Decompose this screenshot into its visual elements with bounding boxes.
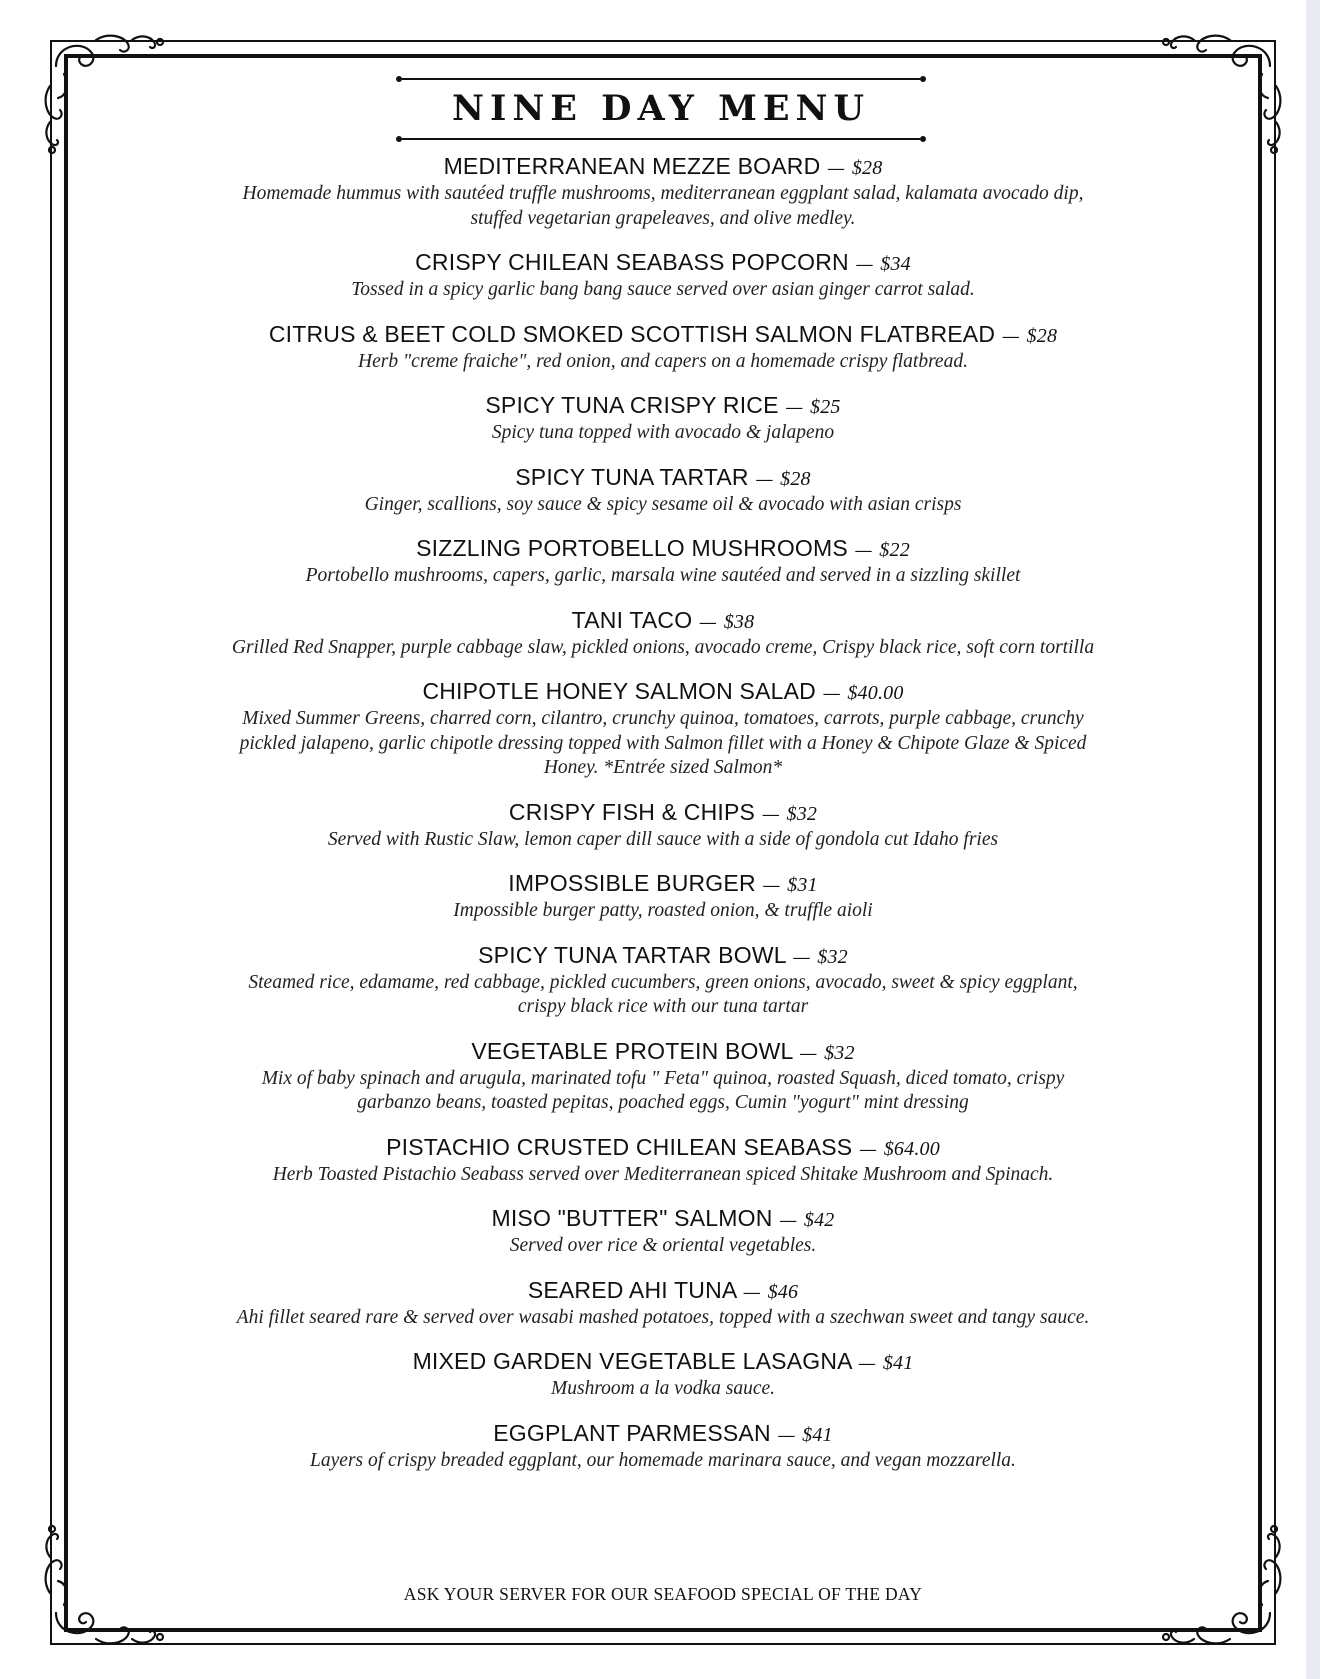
menu-item-heading [140, 607, 1186, 636]
menu-item-name: SPICY TUNA TARTAR BOWL [478, 941, 786, 968]
menu-item-description: Herb "creme fraiche", red onion, and capers on a homemade crispy flatbread. [358, 350, 968, 372]
menu-title: NINE DAY MENU [451, 88, 871, 129]
price-separator: — [779, 1210, 798, 1231]
menu-item-heading [140, 464, 1186, 493]
footer-note: ASK YOUR SERVER FOR OUR SEAFOOD SPECIAL OF THE DAY [403, 1584, 923, 1604]
menu-item [140, 1134, 1186, 1188]
menu-item [140, 870, 1186, 924]
menu-item-description: Mushroom a la vodka sauce. [550, 1378, 776, 1399]
menu-item-heading [140, 392, 1186, 421]
menu-item-description: Mix of baby spinach and arugula, marinated tofu " Feta" quinoa, roasted Squash, diced tomato, crispy [261, 1067, 1065, 1089]
price-separator: — [822, 683, 841, 704]
menu-item-description: Grilled Red Snapper, purple cabbage slaw, pickled onions, avocado creme, Crispy black rice, soft corn tortilla [231, 636, 1095, 658]
menu-item-description: Served over rice & oriental vegetables. [509, 1235, 817, 1256]
price-separator: — [858, 1138, 878, 1160]
menu-item-description: Honey. *Entrée sized Salmon* [543, 757, 783, 778]
menu-item-heading [140, 249, 1186, 278]
price-separator: — [854, 540, 873, 561]
price-separator: — [698, 611, 718, 633]
menu-item [140, 1038, 1186, 1116]
price-separator: — [792, 946, 811, 968]
menu-item-heading [140, 1348, 1186, 1377]
menu-item-description: Ginger, scallions, soy sauce & spicy sesame oil & avocado with asian crisps [364, 493, 962, 515]
page-edge [1306, 0, 1320, 1679]
menu-item-description: Mixed Summer Greens, charred corn, cilantro, crunchy quinoa, tomatoes, carrots, purple cabbage, crunchy [242, 708, 1084, 729]
menu-item-heading [140, 1134, 1186, 1163]
menu-item-heading [140, 153, 1186, 182]
menu-item [140, 1277, 1186, 1331]
menu-item-name: SPICY TUNA CRISPY RICE [485, 392, 779, 418]
menu-item [140, 678, 1186, 781]
menu-item-name: EGGPLANT PARMESSAN [493, 1419, 771, 1446]
price-separator: — [777, 1424, 796, 1446]
menu-item-price: $25 [810, 396, 841, 418]
menu-item-heading [140, 678, 1186, 707]
menu-item-price: $41 [882, 1352, 914, 1374]
menu-item [140, 249, 1186, 303]
price-separator: — [761, 803, 780, 825]
menu-item-name: CRISPY CHILEAN SEABASS POPCORN [415, 249, 849, 275]
menu-item-heading [140, 321, 1186, 350]
menu-item-price: $46 [767, 1280, 799, 1303]
title-rule-bottom [396, 137, 926, 141]
price-separator: — [755, 468, 774, 490]
menu-item-name: CRISPY FISH & CHIPS [508, 798, 756, 825]
menu-item-heading [140, 1420, 1186, 1449]
menu-item-name: MISO "BUTTER" SALMON [491, 1205, 773, 1231]
menu-item-name: MEDITERRANEAN MEZZE BOARD [443, 153, 821, 179]
menu-item [140, 321, 1186, 375]
menu-item-description: Spicy tuna topped with avocado & jalapeno [491, 422, 835, 443]
corner-flourish-icon [36, 26, 166, 156]
menu-item-description: Tossed in a spicy garlic bang bang sauce served over asian ginger carrot salad. [351, 279, 975, 300]
menu-item-name: PISTACHIO CRUSTED CHILEAN SEABASS [386, 1133, 853, 1160]
menu-item-name: TANI TACO [571, 606, 693, 633]
menu-item-price: $38 [723, 610, 755, 633]
menu-item-price: $41 [802, 1423, 833, 1446]
menu-item-heading [140, 942, 1186, 971]
menu-item-price: $32 [817, 945, 848, 968]
menu-item-price: $22 [879, 539, 910, 561]
price-separator: — [799, 1042, 818, 1064]
menu-item [140, 799, 1186, 853]
menu-item-description: Ahi fillet seared rare & served over wasabi mashed potatoes, topped with a szechwan sweet and tangy sauce. [236, 1306, 1090, 1328]
menu-item-price: $28 [780, 467, 811, 490]
menu-item-name: SEARED AHI TUNA [527, 1276, 737, 1303]
menu-item-description: Steamed rice, edamame, red cabbage, pickled cucumbers, green onions, avocado, sweet & spicy eggplant, [248, 971, 1078, 993]
menu-item-description: crispy black rice with our tuna tartar [517, 996, 809, 1017]
menu-item-description: Layers of crispy breaded eggplant, our homemade marinara sauce, and vegan mozzarella. [310, 1449, 1016, 1471]
menu-item-heading [140, 799, 1186, 828]
menu-item-description: Herb Toasted Pistachio Seabass served over Mediterranean spiced Shitake Mushroom and Spinach. [272, 1163, 1054, 1185]
menu-item-description: Served with Rustic Slaw, lemon caper dill sauce with a side of gondola cut Idaho fries [327, 828, 999, 850]
menu-item-price: $42 [803, 1209, 835, 1231]
corner-flourish-icon [1160, 26, 1290, 156]
menu-item-description: garbanzo beans, toasted pepitas, poached eggs, Cumin "yogurt" mint dressing [357, 1092, 969, 1113]
menu-item-description: pickled jalapeno, garlic chipotle dressing topped with Salmon fillet with a Honey & Chipote Glaze & Spiced [239, 732, 1087, 754]
menu-item [140, 153, 1186, 231]
menu-item-name: IMPOSSIBLE BURGER [508, 870, 756, 896]
menu-item-price: $64.00 [883, 1137, 940, 1160]
menu-item-heading [140, 535, 1186, 564]
menu-item-description: stuffed vegetarian grapeleaves, and olive medley. [470, 207, 856, 229]
menu-item [140, 1348, 1186, 1402]
menu-item [140, 535, 1186, 589]
menu-item-name: CITRUS & BEET COLD SMOKED SCOTTISH SALMON FLATBREAD [268, 320, 996, 347]
menu-item [140, 942, 1186, 1020]
menu-item-price: $32 [786, 802, 818, 825]
price-separator: — [762, 875, 781, 896]
menu-item-price: $31 [787, 874, 818, 896]
menu-item-name: MIXED GARDEN VEGETABLE LASAGNA [412, 1348, 852, 1374]
price-separator: — [1001, 325, 1020, 347]
menu-item-name: CHIPOTLE HONEY SALMON SALAD [422, 678, 816, 704]
price-separator: — [855, 254, 874, 275]
menu-item [140, 607, 1186, 661]
menu-item [140, 392, 1186, 446]
price-separator: — [785, 397, 804, 418]
menu-item-price: $28 [851, 157, 883, 179]
menu-item-price: $28 [1026, 324, 1058, 347]
menu-item-description: Impossible burger patty, roasted onion, & truffle aioli [453, 900, 873, 921]
menu-item-price: $32 [824, 1041, 855, 1064]
menu-item-description: Homemade hummus with sautéed truffle mushrooms, mediterranean eggplant salad, kalamata avocado dip, [242, 183, 1084, 204]
menu-item [140, 1420, 1186, 1474]
menu-item-name: SPICY TUNA TARTAR [515, 463, 749, 490]
menu-items-list [140, 153, 1186, 1473]
price-separator: — [742, 1281, 761, 1303]
menu-item-heading [140, 1038, 1186, 1067]
menu-item-price: $40.00 [847, 682, 904, 704]
menu-item [140, 464, 1186, 518]
menu-item-name: SIZZLING PORTOBELLO MUSHROOMS [416, 535, 848, 561]
menu-item-name: VEGETABLE PROTEIN BOWL [471, 1037, 793, 1064]
menu-item-heading [140, 1277, 1186, 1306]
menu-item-description: Portobello mushrooms, capers, garlic, marsala wine sautéed and served in a sizzling skillet [305, 565, 1021, 586]
menu-item [140, 1205, 1186, 1259]
title-rule-top [396, 77, 926, 81]
menu-item-heading [140, 1205, 1186, 1234]
menu-header [396, 75, 926, 143]
price-separator: — [827, 158, 846, 179]
price-separator: — [858, 1353, 877, 1374]
menu-item-price: $34 [880, 253, 911, 275]
menu-item-heading [140, 870, 1186, 899]
